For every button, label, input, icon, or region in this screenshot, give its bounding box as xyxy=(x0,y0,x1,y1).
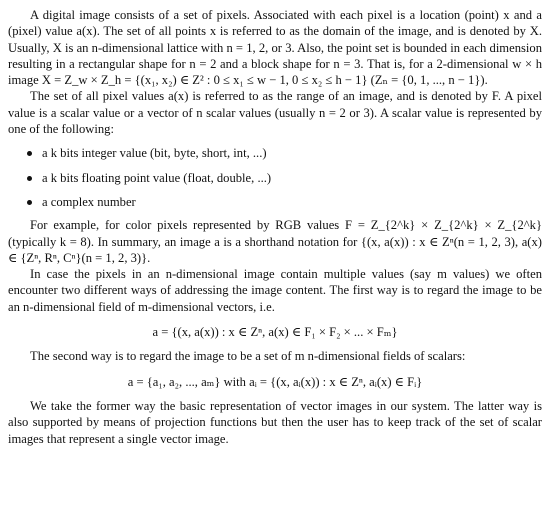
paragraph-second-way: The second way is to regard the image to be a set of m n-dimensional fields of scalars: xyxy=(30,349,466,364)
bullet-icon xyxy=(27,151,32,156)
paragraph-image-definition: A digital image consists of a set of pixels. Associated with each pixel is a location (point) x and a (pixel) value a(x). The set of all points x is referred to as the domain of the image, and is denoted by X. Usually, X is an n-dimensional lattice with n = 1, 2, or 3. Also, the point set is bounded in each dimension resulting in a rectangular shape for n = 2 and a block shape for n = 3. That is, for a 2-dimensional w × h image X = Z_w × Z_h = {(x₁, x₂) ∈ Z² : 0 ≤ x₁ ≤ w − 1, 0 ≤ x₂ ≤ h − 1} (Zₙ = {0, 1, ..., n − 1}). xyxy=(8,8,542,88)
equation-scalar-fields: a = {a₁, a₂, ..., aₘ} with aᵢ = {(x, aᵢ(x)) : x ∈ Zⁿ, aᵢ(x) ∈ Fᵢ} xyxy=(127,374,423,389)
paragraph-pixel-values: The set of all pixel values a(x) is referred to as the range of an image, and is denoted by F. A pixel value is a scalar value or a vector of n scalar values (usually n = 2 or 3). A scalar value is represented by one of the following: xyxy=(8,89,542,137)
bullet-icon xyxy=(27,176,32,181)
equation-vector-field: a = {(x, a(x)) : x ∈ Zⁿ, a(x) ∈ F₁ × F₂ × ... × Fₘ} xyxy=(152,325,398,340)
paragraph-rgb-example: For example, for color pixels represented by RGB values F = Z_{2^k} × Z_{2^k} × Z_{2^k} (typically k = 8). In summary, an image a is a shorthand notation for {(x, a(x)) : x ∈ Zⁿ(n = 1, 2, 3), a(x) ∈ {Zⁿ, Rⁿ, Cⁿ}(n = 1, 2, 3)}. xyxy=(8,218,542,265)
scalar-value-list xyxy=(8,145,542,210)
list-item: a k bits integer value (bit, byte, short, int, ...) xyxy=(24,145,542,161)
paragraph-multiple-values: In case the pixels in an n-dimensional image contain multiple values (say m values) we often encounter two different ways of addressing the image content. The first way is to regard the image to be an n-dimensional field of m-dimensional vectors, i.e. xyxy=(8,267,542,314)
paragraph-conclusion: We take the former way the basic representation of vector images in our system. The latter way is also supported by means of projection functions but then the user has to keep track of the set of scalar images that represent a single vector image. xyxy=(8,398,542,446)
list-item: a k bits floating point value (float, double, ...) xyxy=(24,170,542,186)
bullet-icon xyxy=(27,200,32,205)
list-item: a complex number xyxy=(24,194,542,210)
